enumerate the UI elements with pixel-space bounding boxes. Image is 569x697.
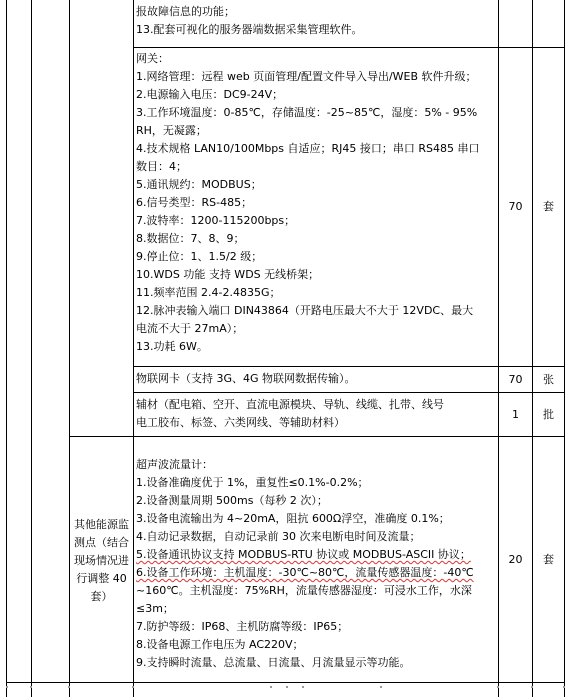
spec-line: 2.设备测量周期 500ms（每秒 2 次）； bbox=[136, 494, 328, 507]
spec-line: 8.设备电源工作电压为 AC220V； bbox=[136, 638, 304, 651]
spec-line: ≤3m； bbox=[136, 602, 174, 615]
spec-line: 6.信号类型：RS-485； bbox=[136, 196, 253, 209]
row-gateway-qty: 70 bbox=[508, 200, 523, 213]
spec-line: 4.技术规格 LAN10/100Mbps 自适应；RJ45 接口；串口 RS485 串口 bbox=[136, 142, 480, 155]
spec-line: RH，无凝露； bbox=[136, 124, 207, 137]
table-border-left bbox=[6, 0, 7, 697]
spec-line: 1.设备准确度优于 1%，重复性≤0.1%-0.2%； bbox=[136, 476, 369, 489]
spec-line: 12.脉冲表输入端口 DIN43864（开路电压最大不大于 12VDC、最大 bbox=[136, 304, 474, 317]
spec-line: 13.配套可视化的服务器端数据采集管理软件。 bbox=[136, 23, 363, 36]
table-border-right bbox=[564, 0, 565, 697]
spec-line: 5.通讯规约：MODBUS； bbox=[136, 178, 262, 191]
row-aux-spec bbox=[136, 396, 496, 432]
row-flow-qty: 20 bbox=[508, 552, 523, 566]
spec-line: 7.防护等级：IP68、主机防腐等级：IP65； bbox=[136, 620, 349, 633]
spec-line: 13.功耗 6W。 bbox=[136, 340, 208, 353]
col-divider-3 bbox=[133, 0, 134, 697]
row-flow-spec bbox=[136, 456, 496, 672]
spec-line: 超声波流量计： bbox=[136, 458, 213, 471]
spec-line: 网关： bbox=[136, 52, 169, 65]
row-top-spec bbox=[136, 3, 496, 39]
spec-line: 10.WDS 功能 支持 WDS 无线桥架； bbox=[136, 268, 320, 281]
row-iot-spec: 物联网卡（支持 3G、4G 物联网数据传输）。 bbox=[136, 372, 356, 385]
row-gateway-unit: 套 bbox=[543, 200, 554, 213]
spec-line: 2.电源输入电压：DC9-24V； bbox=[136, 88, 284, 101]
spec-line: 4.自动记录数据，自动记录前 30 次来电断电时间及流量； bbox=[136, 530, 421, 543]
table-border-bottom bbox=[6, 682, 565, 683]
row-iot-unit: 张 bbox=[543, 372, 554, 386]
spec-line: 7.波特率：1200-115200bps； bbox=[136, 214, 296, 227]
row-divider-4 bbox=[69, 436, 565, 437]
spec-line: 3.工作环境温度：0-85℃，存储温度：-25~85℃，湿度：5% - 95% bbox=[136, 106, 478, 119]
name-line: 测点（结合 bbox=[74, 536, 129, 549]
row-iot-qty: 70 bbox=[508, 372, 523, 386]
page-break-marker bbox=[0, 684, 569, 692]
name-line: 现场情况进 bbox=[74, 554, 129, 567]
row-aux-qty: 1 bbox=[512, 407, 519, 421]
spec-line: 报故障信息的功能； bbox=[136, 5, 235, 18]
spec-line: 电流不大于 27mA）； bbox=[136, 322, 244, 335]
col-divider-1 bbox=[31, 0, 32, 697]
row-gateway-spec bbox=[136, 50, 496, 356]
row-aux-unit: 批 bbox=[543, 407, 554, 421]
name-line: 其他能源监 bbox=[74, 518, 129, 531]
spec-line: ~160℃。主机湿度：75%RH，流量传感器湿度：可浸水工作，水深 bbox=[136, 584, 472, 597]
spec-line: 辅材（配电箱、空开、直流电源模块、导轨、线缆、扎带、线号 bbox=[136, 398, 444, 411]
row-flow-unit: 套 bbox=[543, 552, 554, 566]
row-flow-name bbox=[70, 516, 133, 606]
name-line: 套） bbox=[90, 590, 113, 603]
spec-line: 电工胶布、标签、六类网线、等辅助材料） bbox=[136, 416, 345, 429]
spec-line: 11.频率范围 2.4-2.4835G； bbox=[136, 286, 281, 299]
spec-line: 数目：4； bbox=[136, 160, 187, 173]
spec-line: 6.设备工作环境：主机温度：-30℃~80℃，流量传感器温度：-40℃ bbox=[136, 566, 474, 579]
spec-line: 1.网络管理：远程 web 页面管理/配置文件导入导出/WEB 软件升级； bbox=[136, 70, 477, 83]
spec-line: 9.支持瞬时流量、总流量、日流量、月流量显示等功能。 bbox=[136, 656, 411, 669]
spec-line: 5.设备通讯协议支持 MODBUS-RTU 协议或 MODBUS-ASCII 协议； bbox=[136, 548, 471, 561]
name-line: 行调整 40 bbox=[76, 572, 127, 585]
spec-line: 8.数据位：7、8、9； bbox=[136, 232, 245, 245]
spec-line: 3.设备电流输出为 4~20mA，阻抗 600Ω浮空，准确度 0.1%； bbox=[136, 512, 450, 525]
spec-line: 9.停止位：1、1.5/2 级； bbox=[136, 250, 263, 263]
